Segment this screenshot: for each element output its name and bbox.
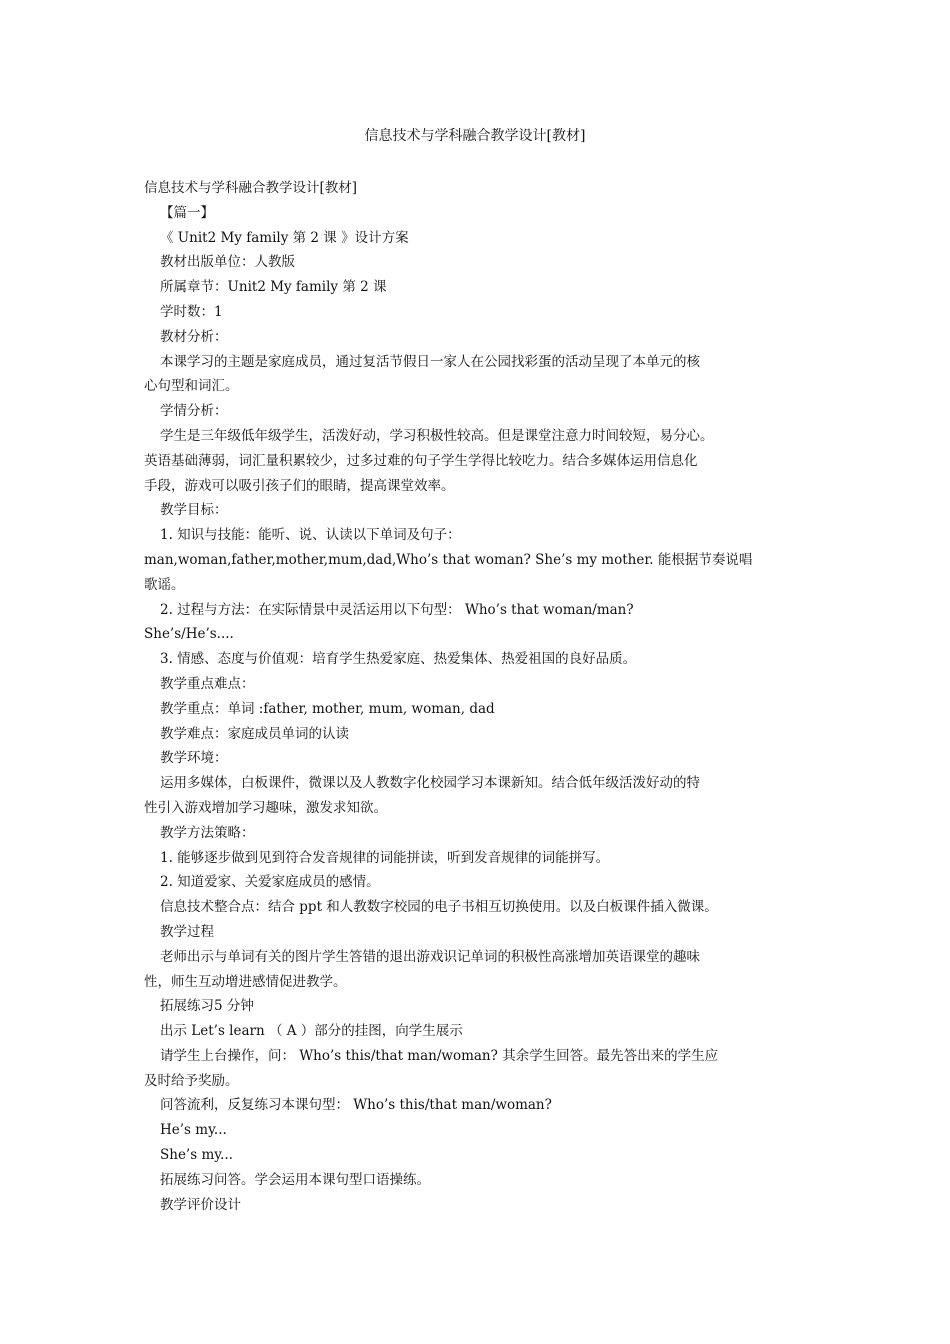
text-line: She’s/He’s.... <box>144 626 234 643</box>
subheading: 拓展练习5 分钟 <box>160 998 254 1015</box>
subheading: 教学目标： <box>160 502 228 519</box>
text-line: 教学重点：单词 :father, mother, mum, woman, dad <box>160 700 495 717</box>
list-item: 2. 知道爱家、关爱家庭成员的感情。 <box>160 874 380 891</box>
text-line: 学时数：1 <box>160 303 223 320</box>
subheading: 学情分析： <box>160 403 228 420</box>
text-line: 英语基础薄弱，词汇量积累较少，过多过难的句子学生学得比较吃力。结合多媒体运用信息化 <box>144 452 698 469</box>
text-line: 请学生上台操作，问： Who’s this/that man/woman? 其余学生回答。最先答出来的学生应 <box>160 1047 719 1064</box>
text-line: 运用多媒体，白板课件，微课以及人教数字化校园学习本课新知。结合低年级活泼好动的特 <box>160 775 700 792</box>
list-item: 3. 情感、态度与价值观：培育学生热爱家庭、热爱集体、热爱祖国的良好品质。 <box>160 651 637 668</box>
subheading: 教学评价设计 <box>160 1196 241 1213</box>
text-line: 所属章节：Unit2 My family 第 2 课 <box>160 279 387 296</box>
list-item: 1. 能够逐步做到见到符合发音规律的词能拼读，听到发音规律的词能拼写。 <box>160 849 610 866</box>
text-line: 心句型和词汇。 <box>144 378 239 395</box>
text-line: 出示 Let’s learn （ A ）部分的挂图，向学生展示 <box>160 1023 463 1040</box>
document-body <box>144 176 834 1217</box>
section-label: 【篇一】 <box>160 204 214 221</box>
plan-title: 《 Unit2 My family 第 2 课 》设计方案 <box>160 229 409 246</box>
subheading: 教材分析： <box>160 328 228 345</box>
list-item: 2. 过程与方法：在实际情景中灵活运用以下句型： Who’s that woman/man? <box>160 601 634 618</box>
subheading: 教学方法策略： <box>160 824 255 841</box>
text-line: 问答流利，反复练习本课句型： Who’s this/that man/woman? <box>160 1097 552 1114</box>
document-title: 信息技术与学科融合教学设计[教材] <box>364 128 586 144</box>
text-line: 拓展练习问答。学会运用本课句型口语操练。 <box>160 1171 430 1188</box>
text-line: 教材出版单位：人教版 <box>160 254 295 271</box>
text-line: 歌谣。 <box>144 576 185 593</box>
text-line: 学生是三年级低年级学生，活泼好动，学习积极性较高。但是课堂注意力时间较短，易分心。 <box>160 427 714 444</box>
text-line: 老师出示与单词有关的图片学生答错的退出游戏识记单词的积极性高涨增加英语课堂的趣味 <box>160 948 700 965</box>
list-item: 1. 知识与技能：能听、说、认读以下单词及句子： <box>160 527 461 544</box>
text-line: She’s my... <box>160 1147 233 1164</box>
subheading: 教学环境： <box>160 750 228 767</box>
text-line: man,woman,father,mother,mum,dad,Who’s that woman? She’s my mother. 能根据节奏说唱 <box>144 551 753 568</box>
text-line: 及时给予奖励。 <box>144 1072 239 1089</box>
text-line: He’s my... <box>160 1122 227 1139</box>
text-line: 信息技术整合点：结合 ppt 和人教数字校园的电子书相互切换使用。以及白板课件插入微课。 <box>160 899 718 916</box>
subheading: 教学过程 <box>160 923 214 940</box>
text-line: 手段，游戏可以吸引孩子们的眼睛，提高课堂效率。 <box>144 477 455 494</box>
text-line: 性引入游戏增加学习趣味，激发求知欲。 <box>144 799 387 816</box>
text-line: 本课学习的主题是家庭成员，通过复活节假日一家人在公园找彩蛋的活动呈现了本单元的核 <box>160 353 700 370</box>
text-line: 教学难点：家庭成员单词的认读 <box>160 725 349 742</box>
body-heading: 信息技术与学科融合教学设计[教材] <box>144 180 358 196</box>
text-line: 性，师生互动增进感情促进教学。 <box>144 973 347 990</box>
subheading: 教学重点难点： <box>160 675 255 692</box>
